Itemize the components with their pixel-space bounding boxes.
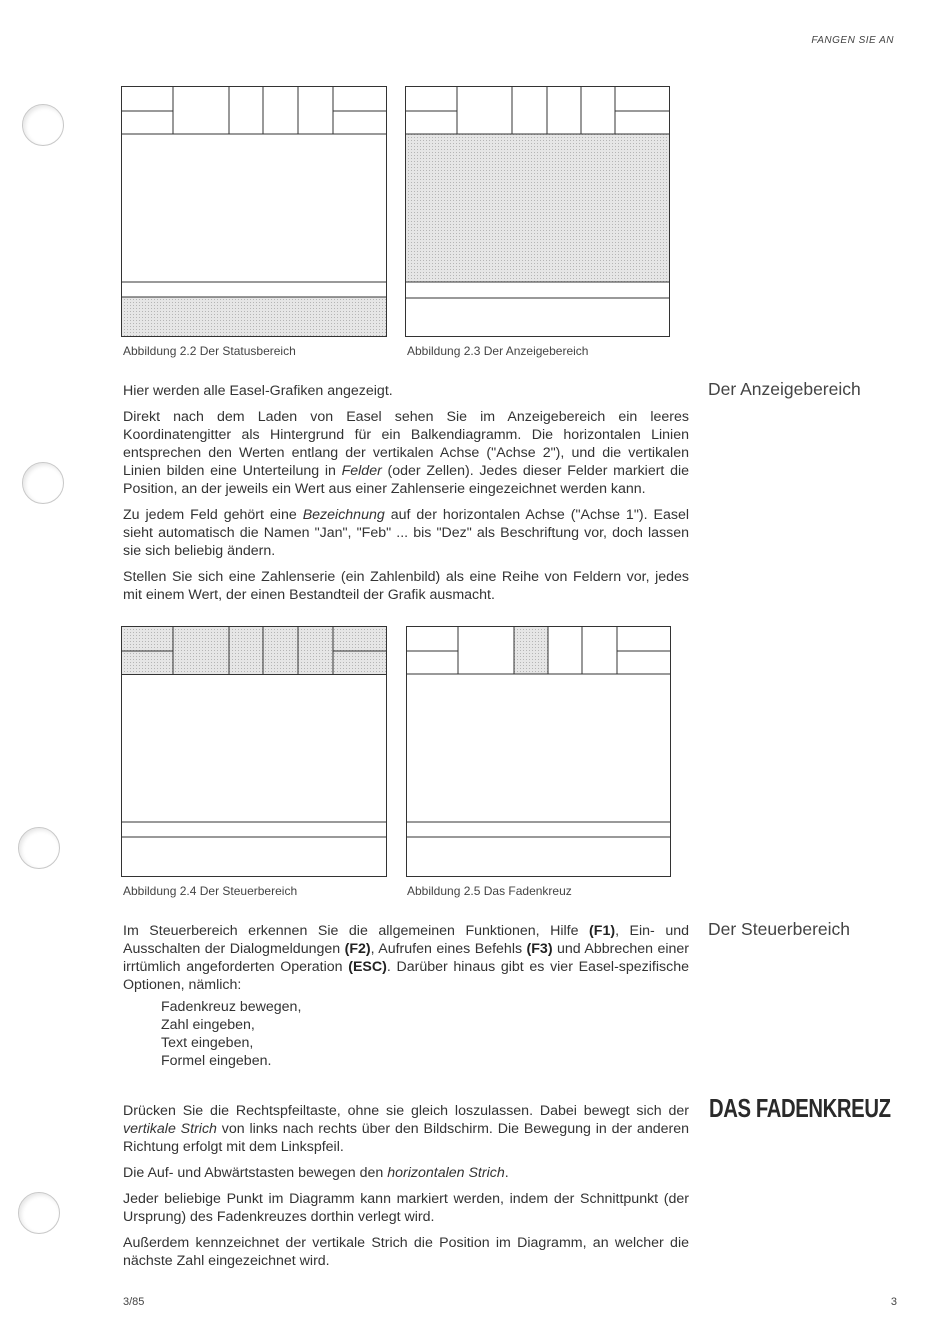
figure-control-area — [121, 626, 388, 878]
paragraph: Hier werden alle Easel-Grafiken angezeigt. — [123, 383, 393, 399]
paragraph: Im Steuerbereich erkennen Sie die allgemeinen Funktionen, Hilfe (F1), Ein- und Ausschalten der Dialogmeldungen (F2), Aufrufen eines Befehls (F3) und Abbrechen einer irrtümlich angeforderten Operation (ESC). Darüber hinaus gibt es vier Easel-spezifische Optionen, nämlich: — [123, 923, 690, 993]
paragraph: Die Auf- und Abwärtstasten bewegen den horizontalen Strich. — [123, 1165, 509, 1181]
caption-figure-2-4: Abbildung 2.4 Der Steuerbereich — [123, 884, 298, 898]
punch-hole-4 — [18, 1192, 60, 1234]
section-crosshair-text — [123, 1102, 689, 1278]
punch-hole-3 — [18, 827, 60, 869]
paragraph: Jeder beliebige Punkt im Diagramm kann markiert werden, indem der Schnittpunkt (der Ursprung) des Fadenkreuzes dorthin verlegt wird. — [123, 1191, 689, 1225]
paragraph: Außerdem kennzeichnet der vertikale Strich die Position im Diagramm, an welcher die nächste Zahl eingezeichnet wird. — [123, 1235, 689, 1269]
paragraph: Drücken Sie die Rechtspfeiltaste, ohne sie gleich loszulassen. Dabei bewegt sich der vertikale Strich von links nach rechts über den Bildschirm. Die Bewegung in der anderen Richtung erfolgt mit dem Linkspfeil. — [123, 1103, 689, 1155]
caption-figure-2-3: Abbildung 2.3 Der Anzeigebereich — [407, 344, 589, 358]
figure-status-area — [121, 86, 388, 338]
list-item: Formel eingeben. — [161, 1053, 272, 1069]
paragraph: Stellen Sie sich eine Zahlenserie (ein Zahlenbild) als eine Reihe von Feldern vor, jedes mit einem Wert, der einen Bestandteil der Grafik ausmacht. — [123, 569, 689, 603]
list-item: Text eingeben, — [161, 1035, 254, 1051]
section-control-area-text — [123, 922, 689, 1076]
caption-figure-2-5: Abbildung 2.5 Das Fadenkreuz — [407, 884, 572, 898]
paragraph: Direkt nach dem Laden von Easel sehen Sie im Anzeigebereich ein leeres Koordinatengitter als Hintergrund für ein Balkendiagramm. Die horizontalen Linien entsprechen den Werten entlang der vertikalen Achse ("Achse 2"), und die vertikalen Linien bilden eine Unterteilung in Felder (oder Zellen). Jedes dieser Felder markiert die Position, an der jeweils ein Wert aus einer Zahlenserie eingezeichnet werden kann. — [123, 409, 690, 497]
list-item: Zahl eingeben, — [161, 1017, 255, 1033]
section-display-area-text — [123, 382, 689, 612]
paragraph: Zu jedem Feld gehört eine Bezeichnung auf der horizontalen Achse ("Achse 1"). Easel sieht automatisch die Namen "Jan", "Feb" ... bis "Dez" als Beschriftung vor, doch lassen sie sich beliebig ändern. — [123, 507, 689, 559]
option-list — [161, 998, 689, 1070]
punch-hole-1 — [22, 104, 64, 146]
figure-crosshair — [406, 626, 672, 878]
section-heading-crosshair: DAS FADENKREUZ — [709, 1093, 891, 1123]
section-heading-control-area: Der Steuerbereich — [708, 919, 851, 939]
running-header: FANGEN SIE AN — [811, 35, 894, 46]
page-number: 3 — [890, 1296, 897, 1308]
caption-figure-2-2: Abbildung 2.2 Der Statusbereich — [123, 344, 296, 358]
section-heading-display-area: Der Anzeigebereich — [708, 379, 861, 399]
punch-hole-2 — [22, 462, 64, 504]
figure-display-area — [405, 86, 671, 338]
footer-date: 3/85 — [123, 1296, 145, 1308]
list-item: Fadenkreuz bewegen, — [161, 999, 302, 1015]
